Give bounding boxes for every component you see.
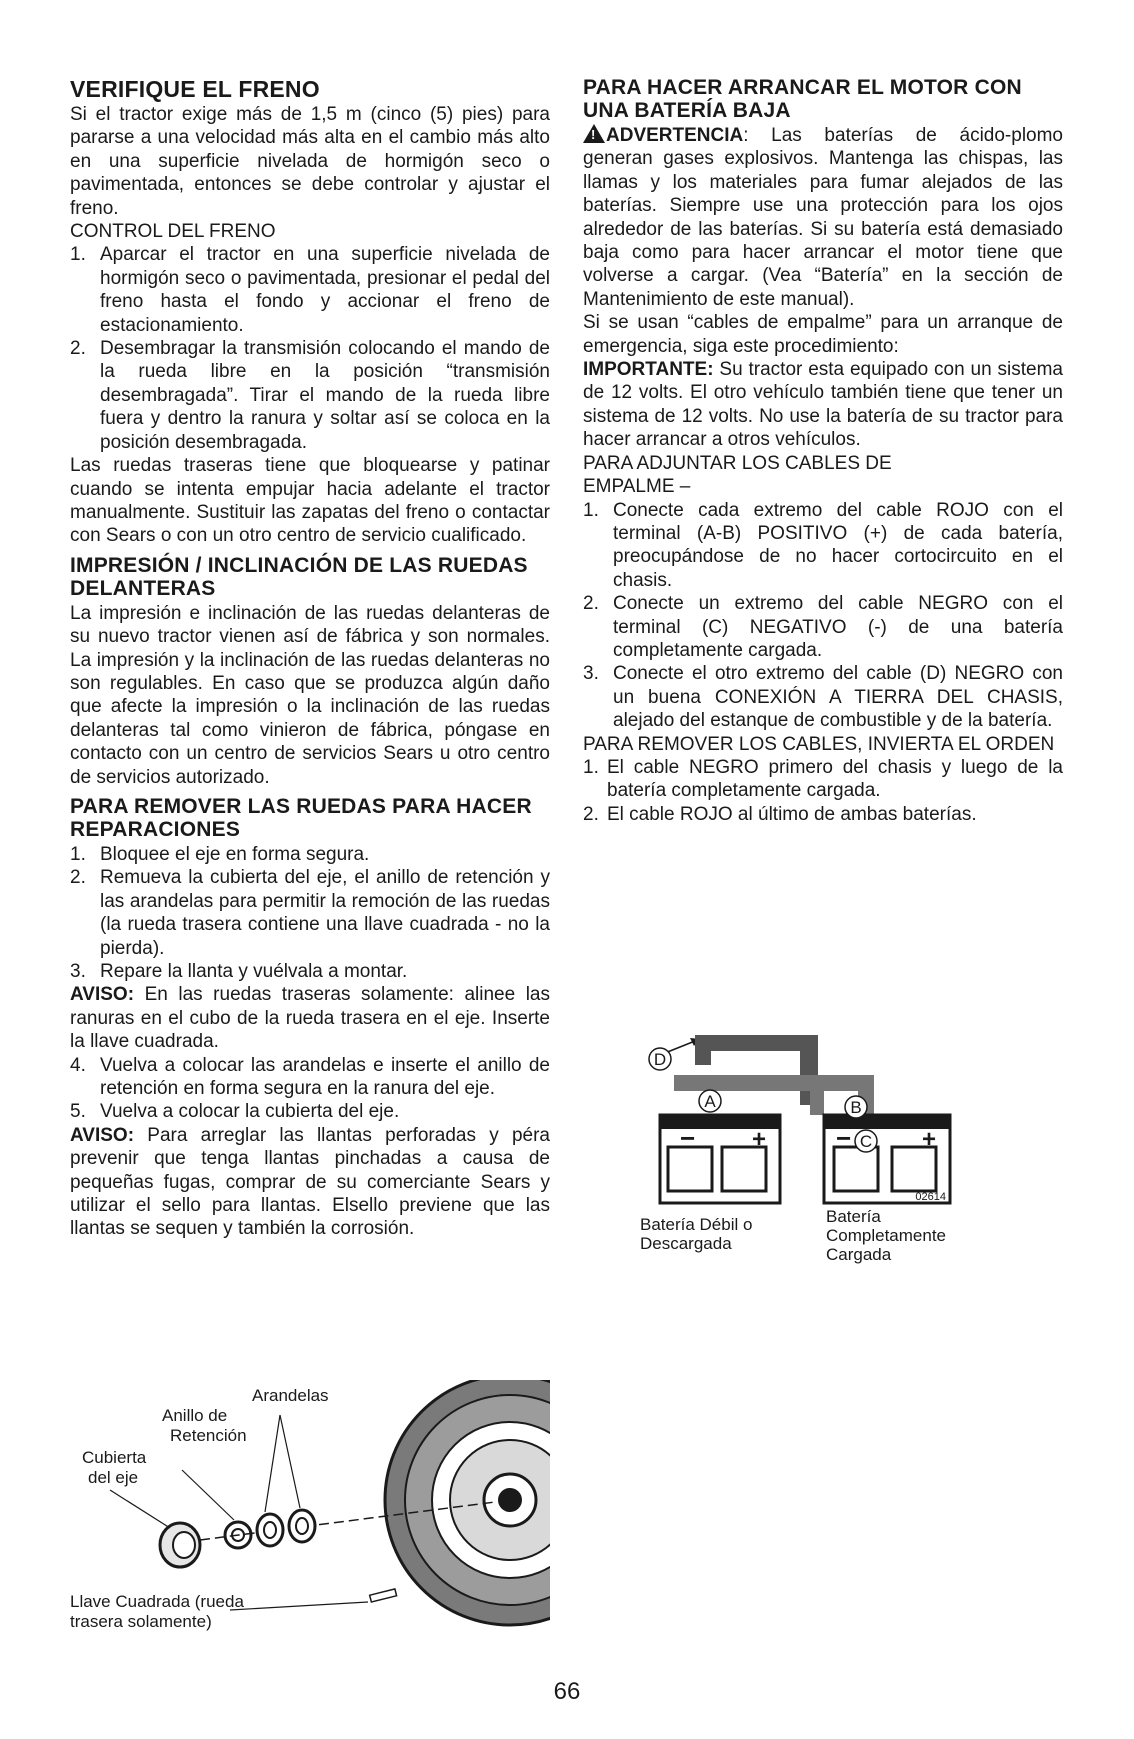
list-item: 5. Vuelva a colocar la cubierta del eje.	[70, 1101, 400, 1123]
label-full-battery-1: Batería	[826, 1207, 881, 1226]
important-paragraph: IMPORTANTE: Su tractor esta equipado con un sistema de 12 volts. El otro vehículo también tiene que tener un sistema de 12 volts. No use la batería de su tractor para hacer arrancar a otros vehículos.	[583, 359, 1063, 451]
list-item: 4. Vuelva a colocar las arandelas e inserte el anillo de retención en forma segura en la ranura del eje.	[70, 1054, 550, 1100]
jump-start-title: PARA HACER ARRANCAR EL MOTOR CON UNA BATERÍA BAJA	[583, 76, 1022, 122]
remove-wheels-title: PARA REMOVER LAS RUEDAS PARA HACER REPARACIONES	[70, 794, 532, 841]
remove-steps-list-b	[70, 1054, 550, 1124]
jump-start-battery-figure	[640, 1035, 1000, 1275]
toe-paragraph: La impresión e inclinación de las ruedas delanteras de su nuevo tractor vienen así de fábrica y son normales. La impresión y la inclinación de las ruedas delanteras no son regulables. En caso que se produzca algún daño que afecte la impresión o la inclinación de las ruedas delanteras tal como vinieron de fábrica, póngase en contacto con un centro de servicios Sears u otro centro de servicios autorizado.	[70, 602, 550, 788]
label-cubierta-1: Cubierta	[82, 1448, 147, 1467]
label-llave-1: Llave Cuadrada (rueda	[70, 1592, 244, 1611]
label-full-battery-3: Cargada	[826, 1245, 892, 1264]
label-anillo-2: Retención	[170, 1426, 247, 1445]
label-cubierta-2: del eje	[88, 1468, 139, 1487]
label-llave-2: trasera solamente)	[70, 1612, 212, 1631]
attach-cables-title-2: EMPALME –	[583, 476, 691, 498]
list-item: 3. Conecte el otro extremo del cable (D) NEGRO con un buena CONEXIÓN A TIERRA DEL CHASIS, alejado del estanque de combustible y de la batería.	[583, 663, 1063, 732]
brake-section-title: VERIFIQUE EL FRENO	[70, 76, 320, 102]
brake-control-subtitle: CONTROL DEL FRENO	[70, 221, 276, 243]
list-item: 2. Conecte un extremo del cable NEGRO con el terminal (C) NEGATIVO (-) de una batería completamente cargada.	[583, 593, 1063, 661]
label-weak-battery-1: Batería Débil o	[640, 1215, 753, 1234]
remove-cables-title: PARA REMOVER LOS CABLES, INVIERTA EL ORDEN	[583, 733, 1055, 755]
left-column	[70, 70, 550, 1241]
terminal-label-c: C	[859, 1132, 873, 1151]
list-item: 1. Bloquee el eje en forma segura.	[70, 843, 370, 865]
right-column	[583, 70, 1063, 826]
list-item: 3. Repare la llanta y vuélvala a montar.	[70, 961, 408, 982]
figure-code: 02614	[915, 1191, 946, 1203]
label-arandelas: Arandelas	[252, 1386, 329, 1405]
warning-icon	[583, 124, 605, 143]
list-item: 1. El cable NEGRO primero del chasis y luego de la batería completamente cargada.	[583, 756, 1063, 802]
list-item: 1. Aparcar el tractor en una superficie nivelada de hormigón seco o pavimentada, presionar el pedal del freno hasta el fondo y accionar el freno de estacionamiento.	[70, 244, 550, 336]
list-item: 2. Desembragar la transmisión colocando el mando de la rueda libre en la posición “transmisión desembragada”. Tirar el mando de la rueda libre fuera y dentro la ranura y soltar así se coloca en la posición desembragada.	[70, 338, 550, 453]
aviso-rear-wheels: AVISO: En las ruedas traseras solamente: alinee las ranuras en el cubo de la rueda trasera en el eje. Inserte la llave cuadrada.	[70, 984, 550, 1053]
brake-steps-list	[70, 243, 550, 454]
terminal-label-d: D	[653, 1050, 667, 1069]
attach-cables-title-1: PARA ADJUNTAR LOS CABLES DE	[583, 452, 892, 474]
jump-intro-paragraph: Si se usan “cables de empalme” para un arranque de emergencia, siga este procedimiento:	[583, 312, 1063, 357]
wheel-assembly-figure	[70, 1380, 550, 1640]
label-weak-battery-2: Descargada	[640, 1234, 732, 1253]
plus-sign: +	[922, 1126, 937, 1153]
terminal-label-b: B	[850, 1098, 862, 1117]
label-full-battery-2: Completamente	[826, 1226, 947, 1245]
list-item: 1. Conecte cada extremo del cable ROJO con el terminal (A-B) POSITIVO (+) de cada batería, preocupándose de no hacer cortocircuito en el chasis.	[583, 499, 1063, 591]
toe-section-title: IMPRESIÓN / INCLINACIÓN DE LAS RUEDAS DELANTERAS	[70, 553, 528, 600]
terminal-label-a: A	[704, 1092, 716, 1111]
attach-steps-list	[583, 499, 1063, 733]
minus-sign: −	[836, 1123, 852, 1153]
brake-outro-paragraph: Las ruedas traseras tiene que bloquearse y patinar cuando se intenta empujar hacia adelante el tractor manualmente. Sustituir las zapatas del freno o contactar con Sears o con un otro centro de servicio cualificado.	[70, 455, 550, 547]
brake-intro-paragraph: Si el tractor exige más de 1,5 m (cinco (5) pies) para pararse a una velocidad más alta en el cambio más alto en una superficie nivelada de hormigón seco o pavimentada, entonces se debe controlar y ajustar el freno.	[70, 104, 550, 219]
list-item: 2. El cable ROJO al último de ambas baterías.	[583, 803, 977, 825]
remove-cables-list	[583, 756, 1063, 826]
page-number: 66	[553, 1678, 581, 1705]
remove-steps-list-a	[70, 843, 550, 983]
list-item: 2. Remueva la cubierta del eje, el anillo de retención y las arandelas para permitir la remoción de las ruedas (la rueda trasera contiene una llave cuadrada - no la pierda).	[70, 867, 550, 959]
aviso-tire-sealant: AVISO: Para arreglar las llantas perforadas y péra prevenir que tenga llantas pinchadas a causa de pequeñas fugas, comprar de su comerciante Sears y utilizar el sello para llantas. Elsello previene que las llantas se sequen y también la corrosión.	[70, 1124, 550, 1240]
warning-paragraph: !ADVERTENCIA: Las baterías de ácido-plomo generan gases explosivos. Mantenga las chispas, las llamas y los materiales para fumar alejados de las baterías. Siempre use una protección para los ojos alrededor de las baterías. Si su batería está demasiado baja como para hacer arrancar el motor tiene que volverse a cargar. (Vea “Batería” en la sección de Mantenimiento de este manual).	[583, 124, 1063, 311]
label-anillo-1: Anillo de	[162, 1406, 228, 1425]
minus-sign: −	[680, 1123, 696, 1153]
plus-sign: +	[752, 1126, 767, 1153]
